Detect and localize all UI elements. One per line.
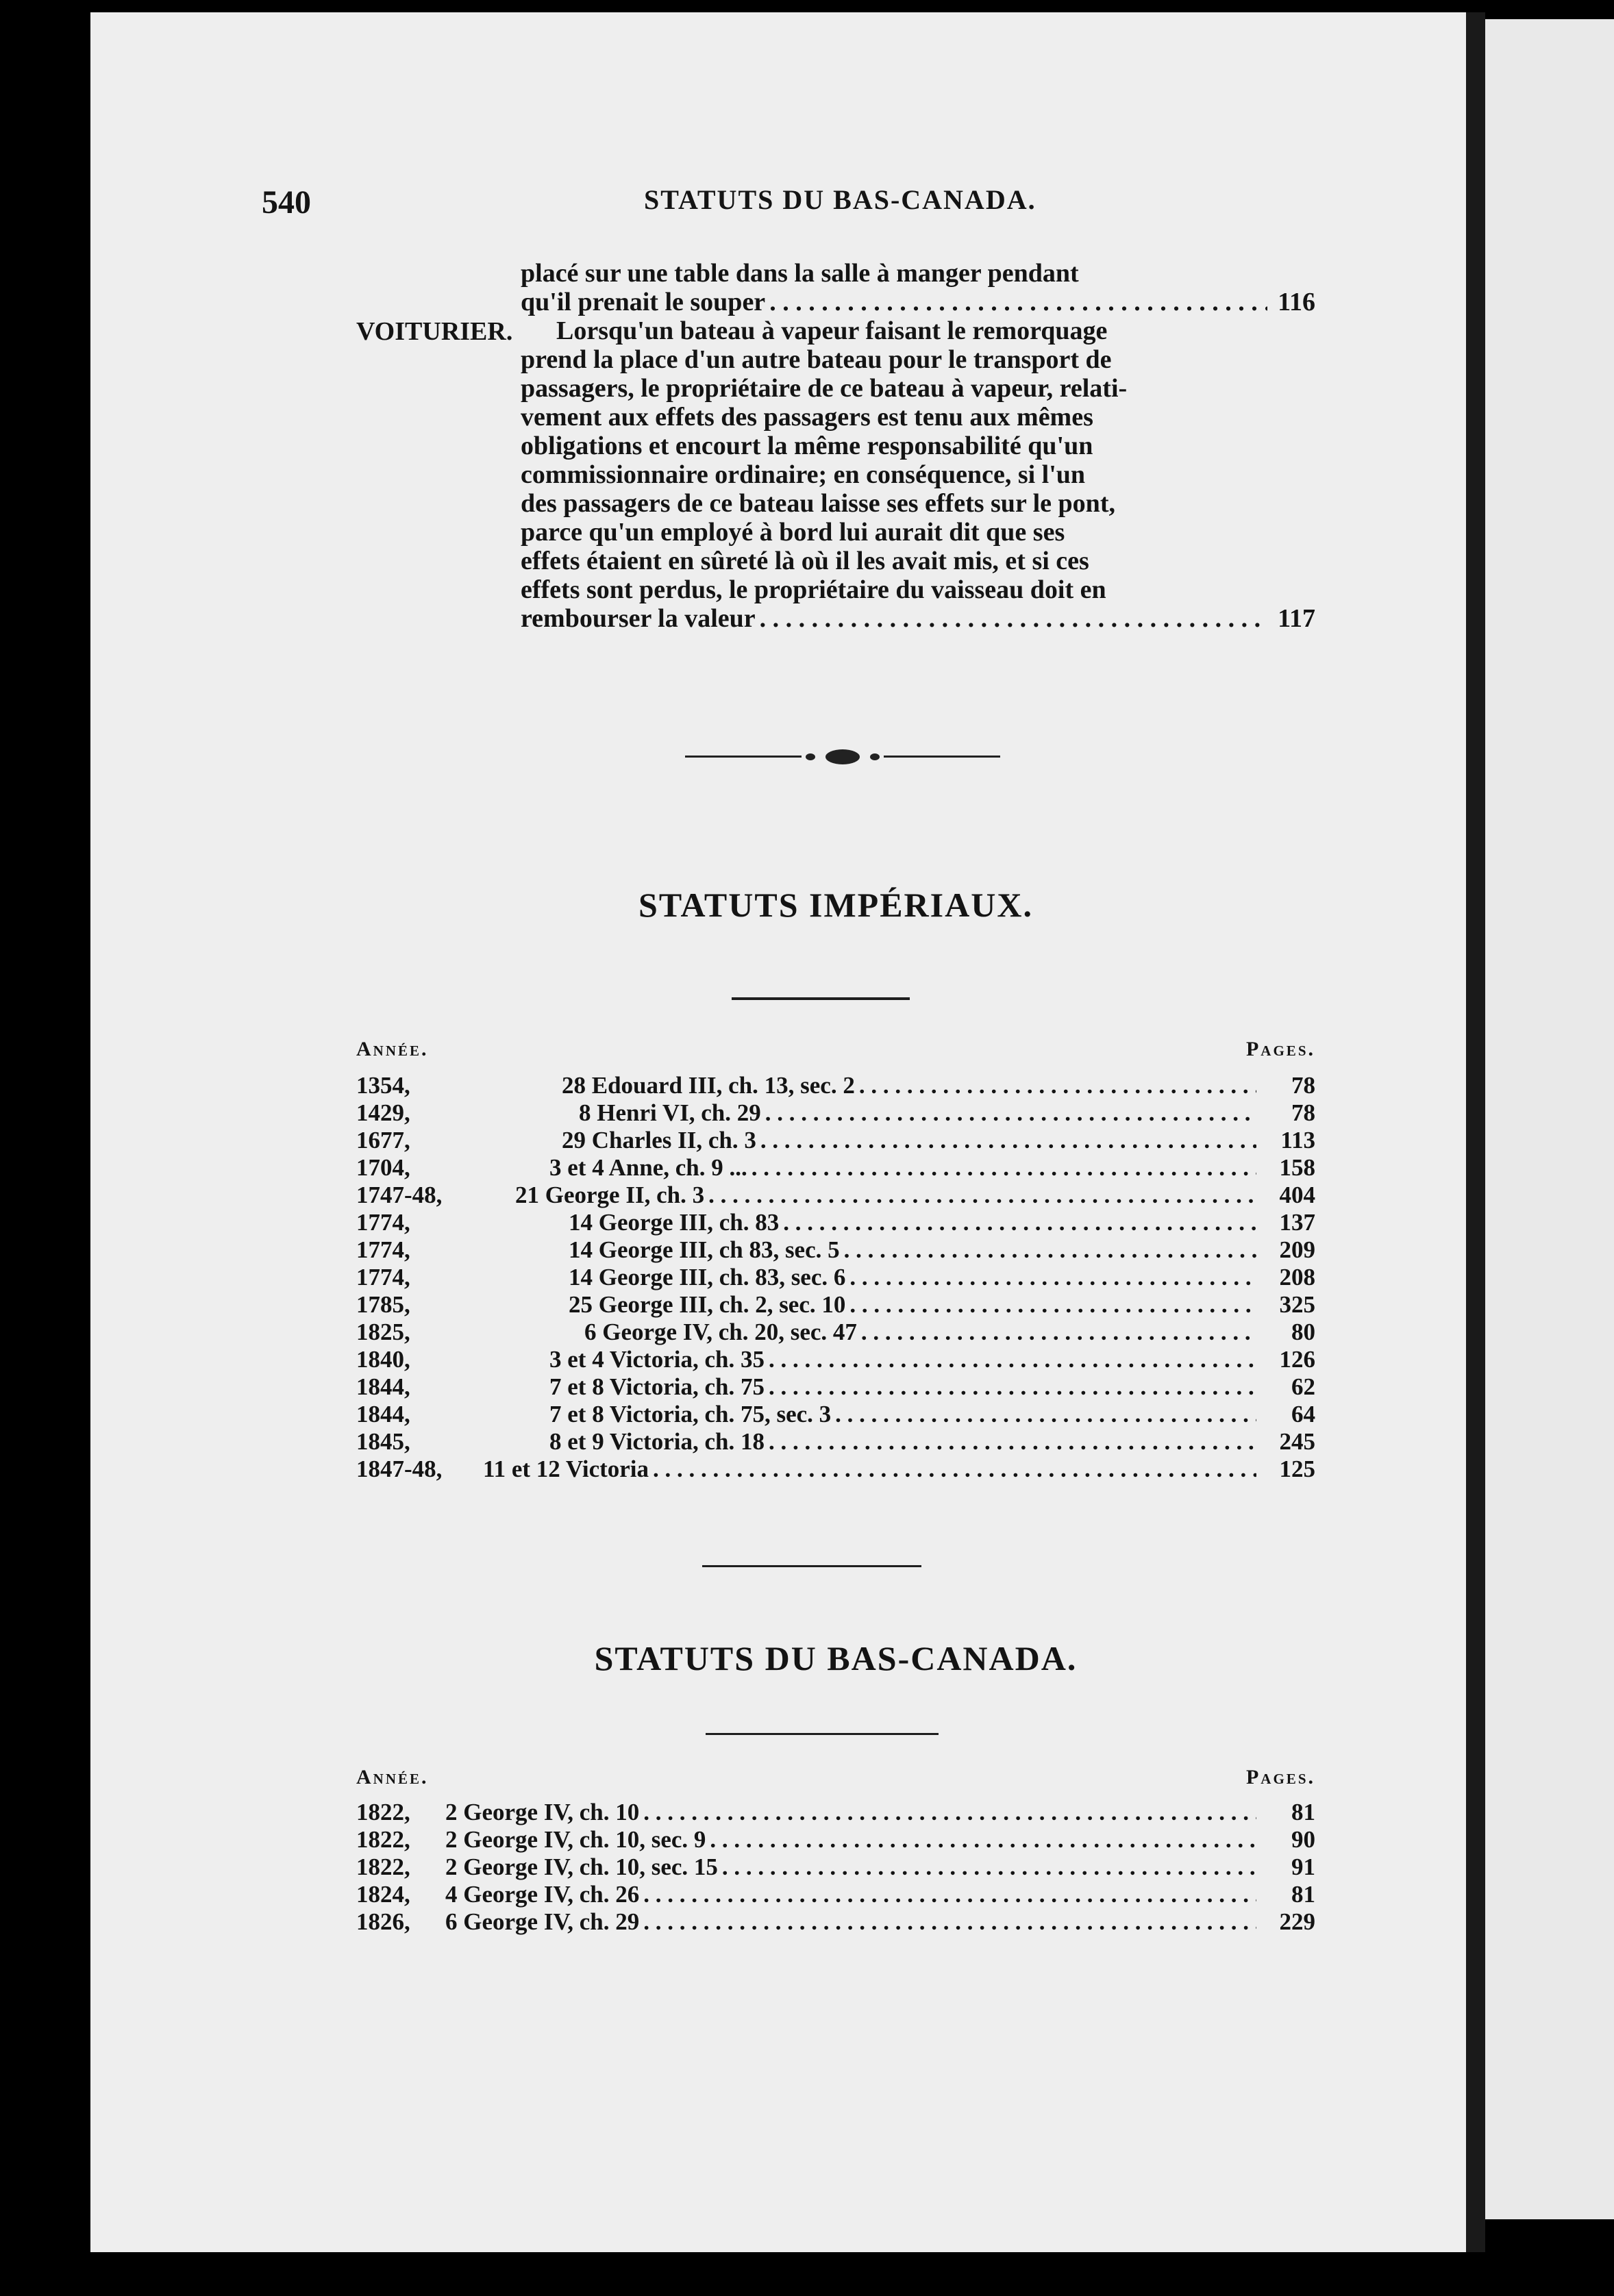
entry-line: prend la place d'un autre bateau pour le transport de bbox=[521, 345, 1112, 374]
row-reference: 2 George IV, ch. 10, sec. 15 bbox=[445, 1854, 718, 1880]
row-page: 81 bbox=[1291, 1881, 1315, 1908]
row-page: 209 bbox=[1279, 1236, 1315, 1263]
row-year: 1826, bbox=[356, 1908, 410, 1935]
row-page: 78 bbox=[1291, 1072, 1315, 1099]
table-row bbox=[356, 1854, 1315, 1881]
page-number: 540 bbox=[262, 184, 311, 221]
dot-leader bbox=[760, 604, 1267, 633]
row-year: 1774, bbox=[356, 1209, 410, 1236]
running-title: STATUTS DU BAS-CANADA. bbox=[644, 184, 1036, 215]
continuation-line: placé sur une table dans la salle à manger pendant bbox=[521, 259, 1079, 288]
table-row bbox=[356, 1099, 1315, 1127]
entry-last-text: rembourser la valeur bbox=[521, 604, 756, 633]
row-reference: 14 George III, ch 83, sec. 5 bbox=[569, 1236, 840, 1263]
table-row bbox=[356, 1428, 1315, 1456]
entry-line: effets sont perdus, le propriétaire du vaisseau doit en bbox=[521, 575, 1106, 604]
table-row bbox=[356, 1154, 1315, 1182]
row-reference: 6 George IV, ch. 29 bbox=[445, 1908, 640, 1935]
row-reference: 14 George III, ch. 83, sec. 6 bbox=[569, 1264, 846, 1290]
lower-canada-table bbox=[356, 1799, 1315, 1936]
entry-line: effets étaient en sûreté là où il les avait mis, et si ces bbox=[521, 547, 1089, 575]
row-page: 91 bbox=[1291, 1854, 1315, 1880]
dot-leader bbox=[653, 1456, 1256, 1483]
page-ref: 117 bbox=[1278, 604, 1315, 633]
imperial-table-header bbox=[356, 1038, 1315, 1065]
row-page: 81 bbox=[1291, 1799, 1315, 1825]
row-year: 1354, bbox=[356, 1072, 410, 1099]
row-reference: 2 George IV, ch. 10 bbox=[445, 1799, 640, 1825]
row-year: 1847-48, bbox=[356, 1456, 443, 1482]
column-pages-header: Pages. bbox=[1245, 1038, 1315, 1060]
row-reference: 2 George IV, ch. 10, sec. 9 bbox=[445, 1826, 706, 1853]
dot-leader bbox=[752, 1154, 1256, 1182]
section-rule bbox=[702, 1565, 921, 1567]
dot-leader bbox=[769, 1346, 1256, 1373]
dot-leader bbox=[844, 1236, 1256, 1264]
row-year: 1844, bbox=[356, 1373, 410, 1400]
row-year: 1677, bbox=[356, 1127, 410, 1153]
section-rule bbox=[732, 997, 910, 1000]
table-row bbox=[356, 1346, 1315, 1373]
dot-leader bbox=[722, 1854, 1256, 1881]
row-year: 1774, bbox=[356, 1264, 410, 1290]
entry-paragraph bbox=[521, 316, 1315, 633]
row-page: 78 bbox=[1291, 1099, 1315, 1126]
entry-line: commissionnaire ordinaire; en conséquence, si l'un bbox=[521, 460, 1086, 489]
entry-line: obligations et encourt la même responsabilité qu'un bbox=[521, 432, 1093, 460]
row-reference: 4 George IV, ch. 26 bbox=[445, 1881, 640, 1908]
row-page: 404 bbox=[1279, 1182, 1315, 1208]
row-page: 325 bbox=[1279, 1291, 1315, 1318]
section-rule bbox=[706, 1733, 939, 1735]
row-page: 125 bbox=[1279, 1456, 1315, 1482]
row-reference: 21 George II, ch. 3 bbox=[515, 1182, 705, 1208]
table-row bbox=[356, 1127, 1315, 1154]
row-reference: 7 et 8 Victoria, ch. 75, sec. 3 bbox=[549, 1401, 832, 1427]
column-year-header: Année. bbox=[356, 1766, 429, 1788]
dot-leader bbox=[861, 1319, 1256, 1346]
row-year: 1845, bbox=[356, 1428, 410, 1455]
table-row bbox=[356, 1799, 1315, 1826]
continuation-last-line bbox=[521, 288, 1315, 316]
row-year: 1822, bbox=[356, 1826, 410, 1853]
row-page: 90 bbox=[1291, 1826, 1315, 1853]
table-row bbox=[356, 1908, 1315, 1936]
row-reference: 3 et 4 Victoria, ch. 35 bbox=[549, 1346, 765, 1373]
column-year-header: Année. bbox=[356, 1038, 429, 1060]
row-year: 1825, bbox=[356, 1319, 410, 1345]
row-page: 245 bbox=[1279, 1428, 1315, 1455]
dot-leader bbox=[769, 288, 1267, 316]
page-ref: 116 bbox=[1278, 288, 1315, 316]
table-row bbox=[356, 1401, 1315, 1428]
entry-line: parce qu'un employé à bord lui aurait dit que ses bbox=[521, 518, 1065, 547]
row-year: 1824, bbox=[356, 1881, 410, 1908]
row-reference: 25 George III, ch. 2, sec. 10 bbox=[569, 1291, 846, 1318]
entry-line: des passagers de ce bateau laisse ses effets sur le pont, bbox=[521, 489, 1115, 518]
continuation-paragraph bbox=[521, 259, 1315, 316]
entry-last-line bbox=[521, 604, 1315, 633]
row-year: 1822, bbox=[356, 1799, 410, 1825]
row-page: 126 bbox=[1279, 1346, 1315, 1373]
row-year: 1844, bbox=[356, 1401, 410, 1427]
table-row bbox=[356, 1826, 1315, 1854]
page-gutter bbox=[1466, 12, 1485, 2252]
table-row bbox=[356, 1072, 1315, 1099]
row-reference: 29 Charles II, ch. 3 bbox=[562, 1127, 756, 1153]
row-page: 229 bbox=[1279, 1908, 1315, 1935]
dot-leader bbox=[765, 1099, 1256, 1127]
table-row bbox=[356, 1264, 1315, 1291]
table-row bbox=[356, 1236, 1315, 1264]
row-year: 1704, bbox=[356, 1154, 410, 1181]
row-reference: 8 et 9 Victoria, ch. 18 bbox=[549, 1428, 765, 1455]
row-page: 80 bbox=[1291, 1319, 1315, 1345]
dot-leader bbox=[643, 1881, 1256, 1908]
dot-leader bbox=[859, 1072, 1256, 1099]
facing-page-edge bbox=[1485, 19, 1614, 2219]
row-page: 158 bbox=[1279, 1154, 1315, 1181]
row-reference: 7 et 8 Victoria, ch. 75 bbox=[549, 1373, 765, 1400]
row-year: 1840, bbox=[356, 1346, 410, 1373]
dot-leader bbox=[643, 1799, 1256, 1826]
row-reference: 28 Edouard III, ch. 13, sec. 2 bbox=[562, 1072, 855, 1099]
row-reference: 11 et 12 Victoria bbox=[483, 1456, 649, 1482]
dot-leader bbox=[710, 1826, 1256, 1854]
imperial-table bbox=[356, 1072, 1315, 1483]
entry-line: passagers, le propriétaire de ce bateau à vapeur, relati- bbox=[521, 374, 1128, 403]
table-row bbox=[356, 1373, 1315, 1401]
continuation-last-text: qu'il prenait le souper bbox=[521, 288, 766, 316]
section-ornament bbox=[685, 747, 1000, 767]
entry-line: vement aux effets des passagers est tenu aux mêmes bbox=[521, 403, 1093, 432]
row-page: 64 bbox=[1291, 1401, 1315, 1427]
row-page: 208 bbox=[1279, 1264, 1315, 1290]
section-title-lower-canada: STATUTS DU BAS-CANADA. bbox=[594, 1639, 1078, 1677]
row-reference: 3 et 4 Anne, ch. 9 ... bbox=[549, 1154, 747, 1181]
row-page: 62 bbox=[1291, 1373, 1315, 1400]
table-row bbox=[356, 1881, 1315, 1908]
row-page: 137 bbox=[1279, 1209, 1315, 1236]
table-row bbox=[356, 1209, 1315, 1236]
dot-leader bbox=[849, 1291, 1256, 1319]
row-year: 1429, bbox=[356, 1099, 410, 1126]
dot-leader bbox=[769, 1428, 1256, 1456]
table-row bbox=[356, 1291, 1315, 1319]
row-page: 113 bbox=[1280, 1127, 1315, 1153]
column-pages-header: Pages. bbox=[1245, 1766, 1315, 1788]
dot-leader bbox=[783, 1209, 1256, 1236]
row-reference: 6 George IV, ch. 20, sec. 47 bbox=[584, 1319, 857, 1345]
lower-canada-table-header bbox=[356, 1766, 1315, 1793]
table-row bbox=[356, 1182, 1315, 1209]
table-row bbox=[356, 1319, 1315, 1346]
dot-leader bbox=[849, 1264, 1256, 1291]
dot-leader bbox=[643, 1908, 1256, 1936]
section-title-imperial: STATUTS IMPÉRIAUX. bbox=[638, 886, 1033, 924]
row-year: 1747-48, bbox=[356, 1182, 443, 1208]
row-year: 1785, bbox=[356, 1291, 410, 1318]
dot-leader bbox=[760, 1127, 1256, 1154]
dot-leader bbox=[708, 1182, 1256, 1209]
row-reference: 8 Henri VI, ch. 29 bbox=[579, 1099, 761, 1126]
table-row bbox=[356, 1456, 1315, 1483]
row-reference: 14 George III, ch. 83 bbox=[569, 1209, 780, 1236]
entry-first-line: Lorsqu'un bateau à vapeur faisant le remorquage bbox=[556, 316, 1108, 345]
row-year: 1822, bbox=[356, 1854, 410, 1880]
dot-leader bbox=[835, 1401, 1256, 1428]
entry-term: VOITURIER. bbox=[356, 317, 513, 346]
row-year: 1774, bbox=[356, 1236, 410, 1263]
dot-leader bbox=[769, 1373, 1256, 1401]
